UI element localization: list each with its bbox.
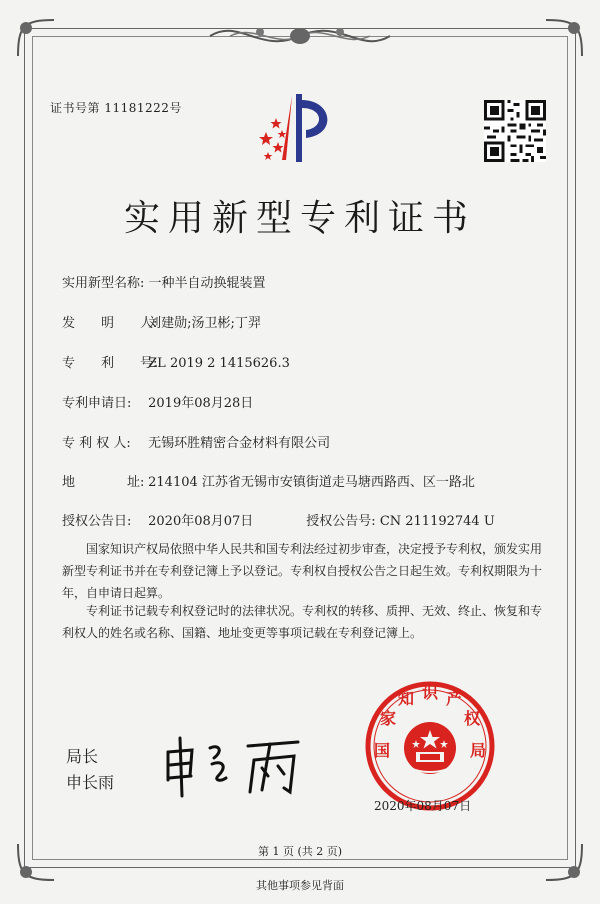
filing-date-label: 专利申请日:	[62, 396, 132, 411]
announcement-date-label: 授权公告日:	[62, 514, 132, 529]
signer-title: 局长	[66, 747, 99, 766]
handwritten-signature-icon	[158, 730, 308, 800]
svg-text:识: 识	[422, 683, 439, 702]
address-value: 214104 江苏省无锡市安镇街道走马塘西路西、区一路北	[148, 475, 475, 490]
patent-number-row	[62, 352, 290, 371]
grant-paragraph: 国家知识产权局依照中华人民共和国专利法经过初步审查，决定授予专利权，颁发实用新型专利证书并在专利登记簿上予以登记。专利权自授权公告之日起生效。专利权期限为十年，自申请日起算。	[62, 542, 543, 600]
announcement-number-label: 授权公告号:	[306, 514, 376, 529]
inventor-row	[62, 312, 261, 331]
filing-date-value: 2019年08月28日	[148, 396, 254, 411]
certificate-number-value: 11181222	[104, 101, 170, 115]
svg-text:知: 知	[398, 689, 415, 708]
seal-date: 2020年08月07日	[374, 799, 472, 813]
utility-model-name-value: 一种半自动换辊装置	[148, 276, 266, 291]
page-indicator: 第 1 页 (共 2 页)	[257, 845, 343, 858]
page-title: 实用新型专利证书	[123, 198, 476, 239]
patentee-label: 专 利 权 人:	[62, 436, 131, 451]
corner-ornament-icon	[542, 16, 586, 60]
announcement-row	[62, 510, 495, 529]
patentee-row	[62, 432, 330, 451]
utility-model-name-label: 实用新型名称:	[62, 276, 145, 291]
inventor-value: 刘建勋;汤卫彬;丁羿	[148, 316, 261, 331]
certificate-number	[50, 99, 182, 116]
legal-status-paragraph: 专利证书记载专利权登记时的法律状况。专利权的转移、质押、无效、终止、恢复和专利权人的姓名或名称、国籍、地址变更等事项记载在专利登记簿上。	[62, 604, 543, 640]
qr-code-icon	[484, 100, 546, 162]
cnipa-logo-icon	[252, 90, 348, 166]
announcement-date-value: 2020年08月07日	[148, 514, 254, 529]
address-row	[62, 471, 475, 490]
filing-date-row	[62, 392, 253, 411]
inventor-label: 发 明 人:	[62, 316, 158, 331]
official-seal-icon	[364, 680, 496, 812]
certificate-number-suffix: 号	[169, 101, 182, 115]
footer-note: 其他事项参见背面	[256, 879, 344, 892]
svg-text:家: 家	[380, 709, 397, 728]
svg-text:产: 产	[446, 689, 463, 708]
certificate-number-label: 证书号第	[50, 101, 101, 115]
signer-name: 申长雨	[66, 773, 115, 792]
patentee-value: 无锡环胜精密合金材料有限公司	[148, 436, 331, 451]
utility-model-name-row	[62, 272, 266, 291]
corner-ornament-icon	[14, 16, 58, 60]
svg-text:局: 局	[470, 741, 487, 760]
patent-number-label: 专 利 号:	[62, 356, 158, 371]
announcement-number-value: CN 211192744 U	[379, 514, 495, 529]
top-ornament-icon	[200, 18, 400, 54]
seal-char-guo: 国	[374, 741, 391, 760]
svg-text:权: 权	[464, 709, 481, 728]
patent-number-value: ZL 2019 2 1415626.3	[148, 356, 290, 371]
address-label: 地 址:	[62, 475, 145, 490]
